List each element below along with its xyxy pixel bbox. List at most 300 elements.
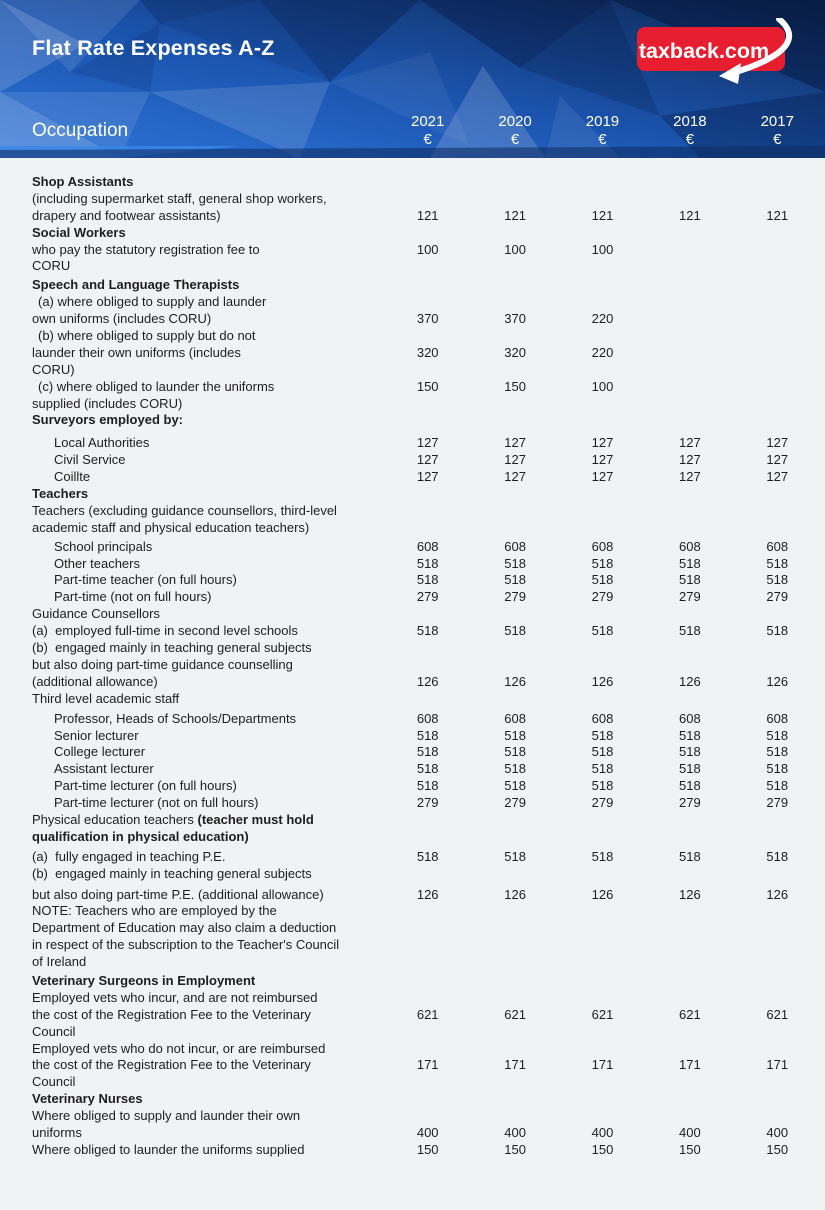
row-values [384, 812, 821, 829]
row-values [384, 761, 821, 778]
value-cell [646, 412, 733, 429]
value-cell [646, 242, 733, 259]
value-cell: 150 [591, 1141, 614, 1157]
value-cell: 126 [679, 673, 701, 689]
value-cell: 608 [679, 538, 701, 554]
value-cell: 518 [591, 572, 614, 588]
occupation-label: (a) where obliged to supply and launder [38, 294, 267, 310]
table-row [32, 435, 825, 452]
value-cell [384, 1108, 471, 1125]
value-cell: 220 [591, 344, 614, 360]
value-cell: 126 [416, 886, 439, 902]
column-header-year: 2021 € [384, 113, 471, 149]
value-cell [471, 866, 558, 883]
value-cell [384, 829, 471, 846]
value-cell [471, 990, 558, 1007]
value-cell: 518 [504, 572, 526, 588]
year-columns [384, 113, 821, 149]
occupation-label: who pay the statutory registration fee to [32, 241, 260, 257]
occupation-label: supplied (includes CORU) [32, 395, 183, 411]
value-cell [384, 954, 471, 971]
value-cell: 126 [416, 673, 439, 689]
value-cell [646, 657, 733, 674]
row-values [384, 920, 821, 937]
value-cell [559, 606, 646, 623]
value-cell [559, 1024, 646, 1041]
value-cell [734, 362, 821, 379]
row-values [384, 744, 821, 761]
occupation-label: Part-time lecturer (on full hours) [54, 778, 237, 794]
value-cell: 279 [679, 795, 701, 811]
value-cell: 621 [766, 1006, 789, 1022]
table-row-label [32, 520, 825, 537]
value-cell: 171 [504, 1057, 526, 1073]
value-cell [384, 412, 471, 429]
occupation-label: (b) engaged mainly in teaching general subjects [32, 640, 312, 656]
value-cell [646, 1024, 733, 1041]
table-row-label [32, 812, 825, 829]
table-row [32, 778, 825, 795]
value-cell: 518 [679, 727, 701, 743]
table-row-label [32, 174, 825, 191]
row-values [384, 606, 821, 623]
table-row [32, 469, 825, 486]
table-row-label [32, 866, 825, 883]
value-cell [559, 412, 646, 429]
value-cell: 608 [766, 538, 789, 554]
table-row-label [32, 277, 825, 294]
occupation-label: Veterinary Surgeons in Employment [32, 972, 256, 988]
value-cell [559, 225, 646, 242]
currency-symbol: € [423, 131, 432, 148]
table-row-label [32, 990, 825, 1007]
value-cell: 127 [416, 452, 439, 468]
row-values [384, 379, 821, 396]
table-row [32, 242, 825, 259]
value-cell [734, 345, 821, 362]
value-cell: 518 [416, 761, 439, 777]
value-cell: 518 [416, 623, 439, 639]
value-cell [384, 920, 471, 937]
table-row [32, 208, 825, 225]
value-cell [646, 606, 733, 623]
table-row-label [32, 191, 825, 208]
row-values [384, 435, 821, 452]
value-cell: 608 [504, 538, 526, 554]
value-cell [646, 973, 733, 990]
value-cell [559, 328, 646, 345]
value-cell: 150 [416, 378, 439, 394]
value-cell [734, 829, 821, 846]
row-values [384, 1108, 821, 1125]
row-values [384, 778, 821, 795]
value-cell [646, 1108, 733, 1125]
value-cell [734, 503, 821, 520]
row-values [384, 640, 821, 657]
value-cell [559, 1108, 646, 1125]
table-row-label [32, 903, 825, 920]
row-values [384, 623, 821, 640]
value-cell: 150 [504, 1141, 526, 1157]
value-cell [471, 486, 558, 503]
row-values [384, 1007, 821, 1024]
value-cell [646, 920, 733, 937]
value-cell: 220 [591, 311, 614, 327]
value-cell [384, 294, 471, 311]
value-cell [646, 954, 733, 971]
value-cell [384, 1041, 471, 1058]
value-cell [734, 1024, 821, 1041]
value-cell: 320 [416, 344, 439, 360]
occupation-label: Part-time (not on full hours) [54, 589, 212, 605]
value-cell: 400 [504, 1124, 526, 1140]
row-values [384, 396, 821, 413]
table-row-label [32, 954, 825, 971]
row-values [384, 412, 821, 429]
value-cell [559, 920, 646, 937]
value-cell: 518 [416, 848, 439, 864]
value-cell [384, 191, 471, 208]
value-cell: 100 [591, 241, 614, 257]
occupation-label: Shop Assistants [32, 174, 134, 189]
occupation-label: Coillte [54, 469, 91, 485]
value-cell: 608 [591, 538, 614, 554]
value-cell [734, 1108, 821, 1125]
column-header-year: 2018 € [646, 113, 733, 149]
value-cell [471, 277, 558, 294]
value-cell [646, 937, 733, 954]
row-values [384, 191, 821, 208]
value-cell: 518 [416, 744, 439, 760]
value-cell: 279 [679, 589, 701, 605]
table-row-label [32, 640, 825, 657]
row-values [384, 728, 821, 745]
occupation-label: uniforms [32, 1124, 82, 1140]
occupation-label: CORU [32, 258, 71, 274]
value-cell: 518 [591, 848, 614, 864]
value-cell: 518 [504, 744, 526, 760]
value-cell [734, 191, 821, 208]
value-cell [471, 812, 558, 829]
occupation-label: academic staff and physical education teachers) [32, 519, 310, 535]
value-cell [734, 379, 821, 396]
value-cell [646, 486, 733, 503]
value-cell [734, 174, 821, 191]
currency-symbol: € [773, 131, 782, 148]
row-values [384, 242, 821, 259]
value-cell: 518 [679, 555, 701, 571]
value-cell: 518 [504, 778, 526, 794]
occupation-label: NOTE: Teachers who are employed by the [32, 903, 277, 919]
table-row-label [32, 503, 825, 520]
occupation-label: Part-time teacher (on full hours) [54, 572, 237, 588]
row-values [384, 1125, 821, 1142]
value-cell [734, 657, 821, 674]
table-row-label [32, 258, 825, 275]
table-row [32, 1007, 825, 1024]
value-cell [734, 937, 821, 954]
table-row [32, 744, 825, 761]
occupation-label: Where obliged to launder the uniforms supplied [32, 1141, 305, 1157]
value-cell: 621 [679, 1006, 701, 1022]
value-cell: 518 [766, 623, 789, 639]
value-cell [384, 640, 471, 657]
row-values [384, 1057, 821, 1074]
value-cell: 518 [679, 848, 701, 864]
occupation-label: qualification in physical education) [32, 828, 249, 844]
row-values [384, 362, 821, 379]
value-cell [471, 1091, 558, 1108]
table-row-label [32, 606, 825, 623]
value-cell [734, 225, 821, 242]
value-cell: 127 [591, 469, 614, 485]
value-cell: 518 [416, 727, 439, 743]
value-cell: 518 [679, 572, 701, 588]
value-cell [471, 328, 558, 345]
row-values [384, 486, 821, 503]
value-cell: 518 [766, 555, 789, 571]
table-row [32, 572, 825, 589]
row-values [384, 589, 821, 606]
row-values [384, 674, 821, 691]
occupation-label: Other teachers [54, 555, 140, 571]
value-cell [471, 191, 558, 208]
occupation-label: launder their own uniforms (includes [32, 344, 241, 360]
row-values [384, 1041, 821, 1058]
occupation-label: Teachers [32, 486, 89, 502]
row-values [384, 1091, 821, 1108]
row-values [384, 539, 821, 556]
value-cell [559, 191, 646, 208]
value-cell [646, 520, 733, 537]
value-cell [559, 1074, 646, 1091]
table-row-label [32, 362, 825, 379]
value-cell [559, 812, 646, 829]
value-cell: 608 [416, 710, 439, 726]
value-cell: 400 [679, 1124, 701, 1140]
value-cell: 127 [591, 435, 614, 451]
value-cell: 279 [591, 589, 614, 605]
value-cell [471, 294, 558, 311]
occupation-label: Guidance Counsellors [32, 606, 160, 622]
value-cell: 150 [679, 1141, 701, 1157]
table-row [32, 887, 825, 904]
occupation-label: own uniforms (includes CORU) [32, 311, 212, 327]
value-cell [559, 1091, 646, 1108]
value-cell: 608 [416, 538, 439, 554]
value-cell: 126 [504, 886, 526, 902]
value-cell [646, 903, 733, 920]
table-row-label [32, 937, 825, 954]
value-cell [559, 954, 646, 971]
table-row-label [32, 1074, 825, 1091]
value-cell: 127 [504, 435, 526, 451]
value-cell: 100 [591, 378, 614, 394]
row-values [384, 849, 821, 866]
occupation-label: Third level academic staff [32, 690, 180, 706]
value-cell [559, 973, 646, 990]
value-cell: 518 [591, 727, 614, 743]
value-cell [471, 362, 558, 379]
value-cell [734, 990, 821, 1007]
value-cell [471, 174, 558, 191]
value-cell [559, 258, 646, 275]
value-cell: 518 [766, 848, 789, 864]
value-cell: 400 [416, 1124, 439, 1140]
value-cell [734, 311, 821, 328]
value-cell [559, 486, 646, 503]
value-cell [471, 691, 558, 708]
occupation-label: Employed vets who incur, and are not reimbursed [32, 989, 318, 1005]
value-cell: 171 [679, 1057, 701, 1073]
occupation-label: Council [32, 1023, 76, 1039]
occupation-label: the cost of the Registration Fee to the Veterinary [32, 1006, 311, 1022]
value-cell: 608 [679, 710, 701, 726]
value-cell [471, 1041, 558, 1058]
value-cell: 518 [504, 761, 526, 777]
value-cell: 621 [416, 1006, 439, 1022]
value-cell: 150 [504, 378, 526, 394]
value-cell: 279 [416, 589, 439, 605]
value-cell [646, 191, 733, 208]
row-values [384, 277, 821, 294]
column-header-occupation: Occupation [32, 120, 129, 141]
value-cell [734, 486, 821, 503]
occupation-label: drapery and footwear assistants) [32, 207, 221, 223]
value-cell: 126 [591, 886, 614, 902]
value-cell [384, 1074, 471, 1091]
value-cell: 518 [416, 778, 439, 794]
value-cell [646, 866, 733, 883]
occupation-label: but also doing part-time guidance counselling [32, 656, 293, 672]
column-header-year: 2017 € [734, 113, 821, 149]
value-cell [646, 174, 733, 191]
table-row [32, 711, 825, 728]
value-cell: 121 [766, 207, 789, 223]
value-cell: 171 [416, 1057, 439, 1073]
row-values [384, 520, 821, 537]
column-header-year: 2019 € [559, 113, 646, 149]
value-cell [471, 1074, 558, 1091]
value-cell [646, 311, 733, 328]
value-cell: 126 [766, 673, 789, 689]
value-cell [734, 954, 821, 971]
occupation-label: Physical education teachers (teacher must hold [32, 811, 314, 827]
occupation-label: (b) engaged mainly in teaching general subjects [32, 865, 312, 881]
row-values [384, 294, 821, 311]
value-cell: 279 [504, 589, 526, 605]
value-cell [559, 396, 646, 413]
value-cell [471, 396, 558, 413]
value-cell [646, 396, 733, 413]
value-cell: 100 [416, 241, 439, 257]
row-values [384, 1142, 821, 1159]
value-cell [734, 691, 821, 708]
occupation-label: but also doing part-time P.E. (additional allowance) [32, 886, 324, 902]
value-cell: 127 [679, 435, 701, 451]
occupation-label: College lecturer [54, 744, 146, 760]
occupation-label: CORU) [32, 361, 75, 377]
value-cell [384, 606, 471, 623]
table-row-label [32, 412, 825, 429]
value-cell [646, 990, 733, 1007]
occupation-label: Council [32, 1074, 76, 1090]
value-cell: 621 [504, 1006, 526, 1022]
value-cell [734, 640, 821, 657]
occupation-label: Teachers (excluding guidance counsellors, third-level [32, 502, 337, 518]
table-row [32, 623, 825, 640]
value-cell: 518 [504, 555, 526, 571]
value-cell [384, 990, 471, 1007]
occupation-label: of Ireland [32, 954, 87, 970]
occupation-label: Social Workers [32, 224, 126, 240]
value-cell: 126 [679, 886, 701, 902]
value-cell [384, 866, 471, 883]
value-cell: 127 [416, 469, 439, 485]
value-cell: 518 [766, 744, 789, 760]
logo-text: taxback.com [638, 39, 770, 63]
value-cell [471, 973, 558, 990]
table-row-label [32, 396, 825, 413]
value-cell [559, 657, 646, 674]
value-cell: 127 [679, 469, 701, 485]
value-cell [471, 954, 558, 971]
value-cell: 518 [766, 572, 789, 588]
value-cell: 126 [591, 673, 614, 689]
value-cell: 171 [591, 1057, 614, 1073]
value-cell [559, 1041, 646, 1058]
value-cell [734, 328, 821, 345]
value-cell [646, 362, 733, 379]
value-cell [734, 242, 821, 259]
value-cell [646, 812, 733, 829]
value-cell [646, 1041, 733, 1058]
value-cell [559, 937, 646, 954]
value-cell [559, 691, 646, 708]
table-row [32, 539, 825, 556]
value-cell [384, 691, 471, 708]
value-cell [559, 362, 646, 379]
value-cell [471, 937, 558, 954]
value-cell [471, 829, 558, 846]
table-row [32, 589, 825, 606]
value-cell: 320 [504, 344, 526, 360]
value-cell [384, 174, 471, 191]
value-cell [471, 520, 558, 537]
value-cell: 127 [504, 469, 526, 485]
row-values [384, 829, 821, 846]
value-cell [559, 503, 646, 520]
value-cell [471, 503, 558, 520]
value-cell: 518 [591, 778, 614, 794]
occupation-label: Civil Service [54, 452, 126, 468]
row-values [384, 1024, 821, 1041]
value-cell [384, 328, 471, 345]
occupation-label: School principals [54, 538, 153, 554]
value-cell: 126 [504, 673, 526, 689]
occupation-label: (including supermarket staff, general shop workers, [32, 190, 327, 206]
value-cell [646, 345, 733, 362]
value-cell [559, 277, 646, 294]
table-row [32, 379, 825, 396]
value-cell: 150 [766, 1141, 789, 1157]
table-column-headers [0, 113, 825, 149]
row-values [384, 887, 821, 904]
value-cell [384, 1024, 471, 1041]
value-cell: 370 [416, 311, 439, 327]
row-values [384, 795, 821, 812]
value-cell: 126 [766, 886, 789, 902]
